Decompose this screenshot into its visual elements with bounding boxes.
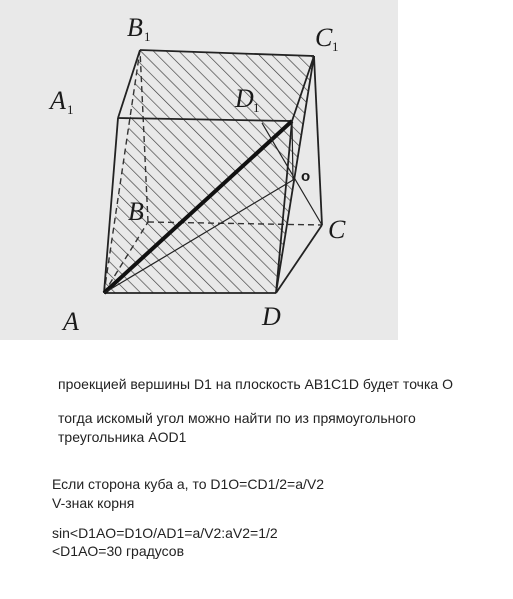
label-b1-sub: 1 xyxy=(144,29,151,44)
text-line-side: Если сторона куба а, то D1O=CD1/2=a/V2 xyxy=(52,476,325,492)
text-line-sine: sin<D1AO=D1O/AD1=a/V2:aV2=1/2 xyxy=(52,525,278,541)
text-line-root-note: V-знак корня xyxy=(52,495,135,511)
label-c1-sub: 1 xyxy=(332,39,339,54)
label-d: D xyxy=(262,302,281,331)
text-line-angle: тогда искомый угол можно найти по из прямоугольного xyxy=(58,410,416,426)
cube-figure xyxy=(0,0,398,340)
label-o: o xyxy=(301,168,311,185)
label-a: A xyxy=(63,307,79,336)
label-a1-sub: 1 xyxy=(67,102,74,117)
label-a1: A xyxy=(50,86,66,115)
text-line-projection: проекцией вершины D1 на плоскость AB1C1D будет точка О xyxy=(58,376,453,392)
edge-cc1 xyxy=(314,56,322,225)
label-d1: D xyxy=(235,84,254,113)
label-d1-sub: 1 xyxy=(253,100,260,115)
text-line-answer: <D1AO=30 градусов xyxy=(52,543,185,559)
cube-diagram xyxy=(0,0,398,340)
label-c1: C xyxy=(315,23,333,52)
text-line-triangle: треугольника AOD1 xyxy=(58,429,187,445)
label-b: B xyxy=(128,197,144,226)
label-b1: B xyxy=(127,13,143,42)
label-c: C xyxy=(328,215,346,244)
